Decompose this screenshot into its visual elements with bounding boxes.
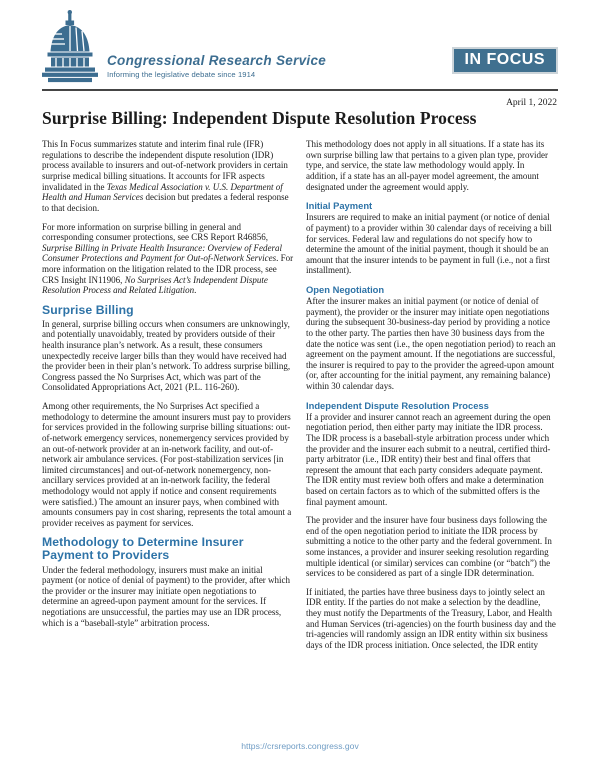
sub-heading: Open Negotiation (306, 284, 385, 296)
paragraph: This In Focus summarizes statute and interim final rule (IFR) regulations to describe the independent dispute resolution (IDR) process available to insurers and out-of-network providers in certain surprise medical billing situations. It accounts for IFR aspects invalidated in the Texas Medical Association v. U.S. Department of Health and Human Services decision but predates a federal response to that decision. (42, 139, 289, 213)
crs-logo (42, 10, 326, 86)
paragraph: Under the federal methodology, insurers must make an initial payment (or notice of denial of payment) to the provider, after which the provider or the insurer may initiate open negotiations to determine an agreed-upon payment amount for the services. If negotiations are unsuccessful, the parties may use an IDR process, which is a “baseball-style” arbitration process. (42, 564, 291, 628)
in-focus-badge: IN FOCUS (452, 47, 558, 74)
paragraph: Insurers are required to make an initial payment (or notice of denial of payment) to a provider within 30 calendar days of receiving a bill for services. Federal law and regulations do not specify how to determine the amount of the initial payment, though it should be an amount that the insurer intends to be payment in full (i.e., not a first installment). (306, 212, 552, 276)
paragraph: The provider and the insurer have four business days following the end of the open negotiation period to initiate the IDR process by submitting a notice to the other party and the federal government. In some instances, a provider and insurer seeking resolution regarding multiple identical (or similar) services can combine (or “batch”) the services to be considered as part of a single IDR determination. (306, 515, 552, 579)
capitol-dome-icon (42, 10, 98, 86)
paragraph: If a provider and insurer cannot reach an agreement during the open negotiation period, then either party may initiate the IDR process. The IDR process is a baseball-style arbitration process under which the provider and the insurer each submit to a neutral, certified third-party arbitrator (i.e., IDR entity) their best and final offers that represent the amount that each party considers adequate payment. The IDR entity must review both offers and make a determination based on certain factors as to which of the submitted offers is the final payment amount. (306, 411, 551, 507)
document-header (0, 0, 600, 86)
section-heading: Methodology to Determine Insurer Payment to Providers (42, 535, 244, 563)
paragraph: For more information on surprise billing in general and corresponding consumer protections, see CRS Report R46856, Surprise Billing in Private Health Insurance: Overview of Federal Consumer Protections and Payment for Out-of-Network Services. For more information on the litigation related to the IDR process, see CRS Insight IN11906, No Surprises Act’s Independent Dispute Resolution Process and Related Litigation. (42, 221, 294, 296)
document-title: Surprise Billing: Independent Dispute Resolution Process (42, 108, 477, 128)
section-heading: Surprise Billing (42, 302, 134, 317)
footer-url-link[interactable]: https://crsreports.congress.gov (241, 741, 359, 751)
logo-text (107, 53, 326, 86)
left-column (42, 139, 294, 658)
sub-heading: Initial Payment (306, 200, 373, 212)
page-footer (0, 736, 600, 754)
article-body (42, 139, 558, 658)
logo-tagline: Informing the legislative debate since 1914 (107, 70, 256, 79)
header-divider (42, 89, 558, 91)
paragraph: This methodology does not apply in all situations. If a state has its own surprise billing law that pertains to a given plan type, provider type, and service, the state law methodology would apply. In addition, if a state has an all-payer model agreement, the amount designated under the agreement would apply. (306, 139, 548, 192)
document-date: April 1, 2022 (506, 98, 557, 108)
logo-org-name: Congressional Research Service (107, 53, 327, 68)
right-column (306, 139, 558, 658)
paragraph: If initiated, the parties have three business days to jointly select an IDR entity. If the parties do not make a selection by the deadline, they must notify the Departments of the Treasury, Labor, and Health and Human Services (tri-agencies) on the fourth business day and the tri-agencies will randomly assign an IDR entity within six business days of the IDR process initiation. Once selected, the IDR entity (306, 586, 556, 650)
sub-heading: Independent Dispute Resolution Process (306, 399, 489, 411)
paragraph: After the insurer makes an initial payment (or notice of denial of payment), the provider or the insurer may initiate open negotiations during the subsequent 30-business-day period by providing a notice to the other party. The parties then have 30 business days from the date the notice was sent (i.e., the open negotiation period) to reach an agreement on the payment amount. If the negotiations are successful, the insurer is required to pay to the provider the agreed-upon amount (or, after accounting for the initial payment, any remaining balance) within 30 calendar days. (306, 296, 556, 392)
paragraph: Among other requirements, the No Surprises Act specified a methodology to determine the amount insurers must pay to providers for services provided in the following surprise billing situations: out-of-network emergency services, nonemergency services provided by an out-of-network provider at an in-network facility, and out-of-network air ambulance services. (For post-stabilization services [in limited circumstances] and out-of-network nonemergency, non-ancillary services provided at an in-network facility, the federal methodology would not apply if notice and consent requirements were satisfied.) The amount an insurer pays, when combined with amounts consumers pay in cost sharing, represents the total amount a provider receives as payment for services. (42, 401, 292, 528)
paragraph: In general, surprise billing occurs when consumers are unknowingly, and potentially unavoidably, treated by providers outside of their health insurance plan’s network. As a result, these consumers unexpectedly receive larger bills than they would have received had the provider been in their plan’s network. To address surprise billing, Congress passed the No Surprises Act, which was part of the Consolidated Appropriations Act, 2021 (P.L. 116-260). (42, 318, 291, 393)
